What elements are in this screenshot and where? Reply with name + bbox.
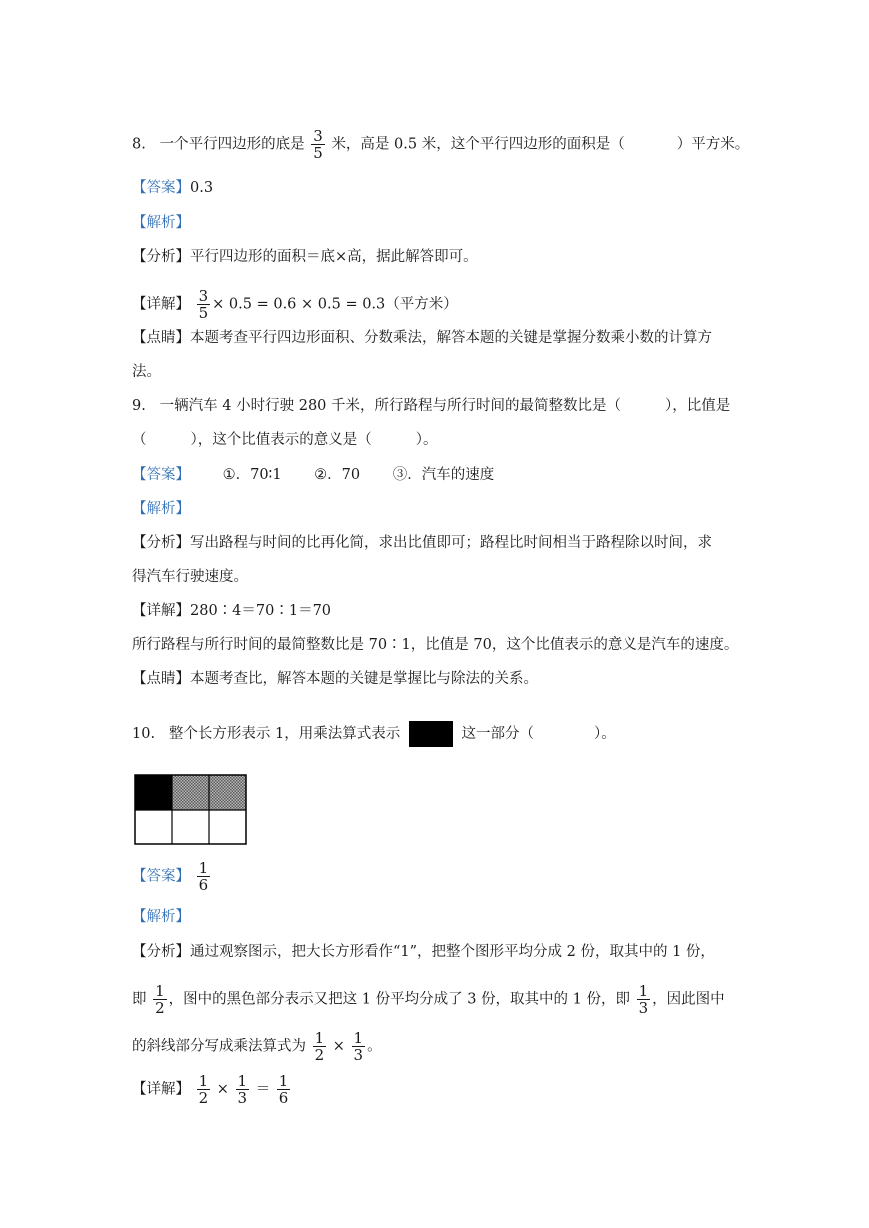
fraction: $\frac{1}{3}$: [638, 982, 649, 1017]
q9-question-cont: （ ），这个比值表示的意义是（ ）。: [132, 432, 438, 448]
shaded-cell: [209, 775, 246, 810]
fraction: $\frac{1}{2}$: [155, 982, 165, 1017]
fraction: $\frac{1}{3}$: [237, 1072, 248, 1107]
black-square-icon: [409, 721, 453, 747]
q9-question: 9. 一辆汽车 4 小时行驶 280 千米，所行路程与所行时间的最简整数比是（ ），比值是: [132, 398, 731, 414]
q10-analysis: [132, 907, 190, 927]
analysis-tag: 【解析】: [132, 909, 190, 925]
analysis-tag: 【解析】: [132, 215, 190, 231]
fraction: $\frac{1}{6}$: [278, 1072, 289, 1107]
shaded-cell: [172, 775, 209, 810]
q10-fenxi-cont2: 的斜线部分写成乘法算式为 $\frac{1}{2}$ × $\frac{1}{3}$ 。: [132, 1029, 382, 1064]
q10-fenxi-cont: 即 $\frac{1}{2}$ ，图中的黑色部分表示又把这 1 份平均分成了 3 份，取其中的 1 份，即 $\frac{1}{3}$ ，因此图中: [132, 982, 725, 1017]
q8-question: 8. 一个平行四边形的底是 $\frac{3}{5}$ 米，高是 0.5 米，这个平行四边形的面积是（ ）平方米。: [132, 127, 750, 162]
analysis-tag: 【解析】: [132, 501, 190, 517]
q10-xiangjie: 【详解】 $\frac{1}{2}$ × $\frac{1}{3}$ ＝ $\frac{1}{6}$: [132, 1072, 289, 1107]
q10-answer: [132, 860, 212, 893]
q8-dianjing-cont: 法。: [132, 364, 161, 380]
fraction: $\frac{1}{6}$: [198, 859, 209, 894]
fraction: $\frac{1}{2}$: [198, 1072, 209, 1107]
q9-dianjing: 【点睛】本题考查比，解答本题的关键是掌握比与除法的关系。: [132, 671, 538, 687]
q10-question: 10. 整个长方形表示 1，用乘法算式表示 这一部分（ ）。: [132, 721, 616, 747]
q8-number: 8.: [132, 136, 146, 153]
q9-answer: 【答案】 ①．70∶1 ②．70 ③．汽车的速度: [132, 467, 495, 483]
fraction: $\frac{3}{5}$: [313, 127, 323, 162]
fraction: $\frac{1}{2}$: [314, 1029, 325, 1064]
q9-analysis: [132, 499, 190, 519]
answer-tag: 【答案】: [132, 467, 190, 483]
q9-fenxi-cont: 得汽车行驶速度。: [132, 569, 248, 585]
fraction: $\frac{1}{3}$: [353, 1029, 364, 1064]
q9-number: 9.: [132, 398, 146, 414]
q8-xiangjie: 【详解】 $\frac{3}{5}$ × 0.5 = 0.6 × 0.5 = 0.3（平方米）: [132, 287, 458, 322]
rectangle-diagram: [134, 774, 248, 850]
q8-analysis: [132, 213, 190, 233]
q10-fenxi: 【分析】通过观察图示，把大长方形看作“1”，把整个图形平均分成 2 份，取其中的 1 份，: [132, 944, 715, 960]
answer-tag: 【答案】: [132, 180, 190, 196]
rectangle-diagram-svg: [134, 774, 248, 846]
q9-xiangjie: 【详解】280∶4＝70∶1＝70: [132, 603, 332, 619]
q8-dianjing: 【点睛】本题考查平行四边形面积、分数乘法，解答本题的关键是掌握分数乘小数的计算方: [132, 330, 712, 346]
q9-xiangjie-cont: 所行路程与所行时间的最简整数比是 70∶1，比值是 70，这个比值表示的意义是汽车的速度。: [132, 637, 739, 653]
q10-number: 10.: [132, 726, 156, 742]
black-cell: [135, 775, 172, 810]
q8-answer: 【答案】0.3: [132, 180, 214, 196]
q9-fenxi: 【分析】写出路程与时间的比再化简，求出比值即可；路程比时间相当于路程除以时间，求: [132, 535, 712, 551]
fraction: $\frac{3}{5}$: [198, 287, 209, 322]
q8-fenxi: 【分析】平行四边形的面积＝底×高，据此解答即可。: [132, 249, 478, 265]
answer-tag: 【答案】: [132, 868, 190, 885]
